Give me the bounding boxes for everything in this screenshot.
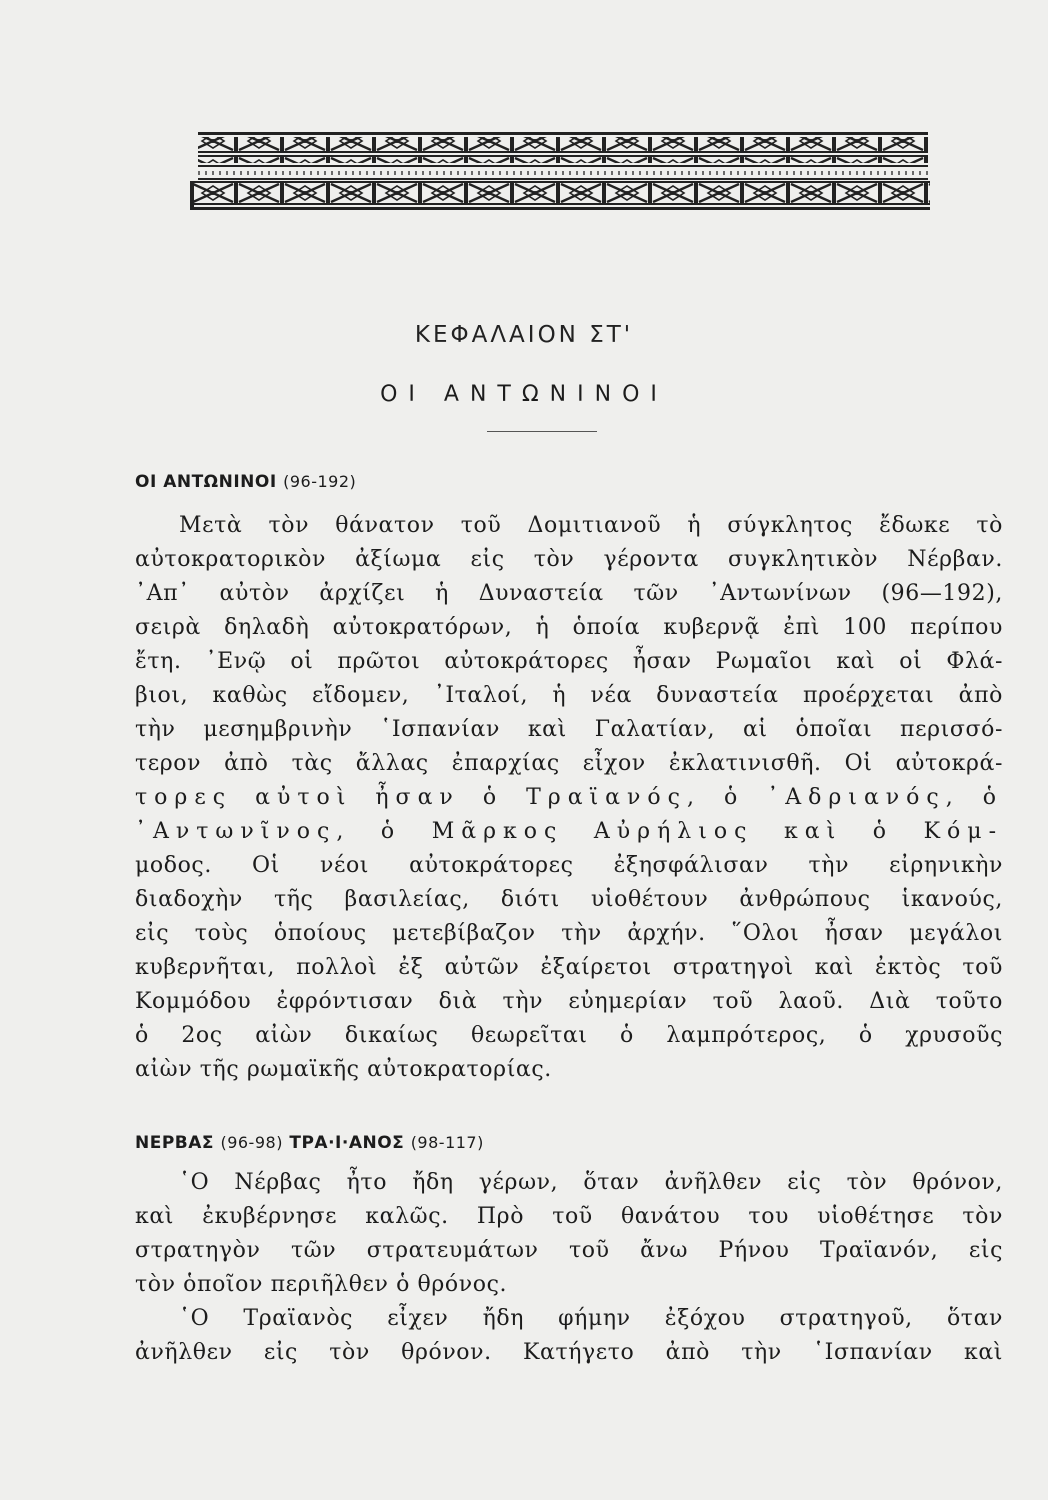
section-heading-years: (98-117) [410, 1133, 484, 1152]
text-line: Μετὰ τὸν θάνατον τοῦ Δομιτιανοῦ ἡ σύγκλητος ἔδωκε τὸ [179, 513, 1003, 538]
text-line: ὁ 2ος αἰὼν δικαίως θεωρεῖται ὁ λαμπρότερος, ὁ χρυσοῦς [135, 1023, 1003, 1048]
section-heading-years: (96-192) [283, 472, 357, 491]
text-line: αἰὼν τῆς ρωμαϊκῆς αὐτοκρατορίας. [135, 1057, 552, 1082]
text-line: τὸν ὁποῖον περιῆλθεν ὁ θρόνος. [135, 1272, 508, 1297]
text-line: τὴν μεσημβρινὴν ῾Ισπανίαν καὶ Γαλατίαν, αἱ ὁποῖαι περισσό- [135, 717, 1003, 742]
text-line: διαδοχὴν τῆς βασιλείας, διότι υἱοθέτουν ἀνθρώπους ἱκανούς, [135, 887, 1003, 912]
text-line: στρατηγὸν τῶν στρατευμάτων τοῦ ἄνω Ρήνου Τραϊανόν, εἰς [135, 1238, 1003, 1263]
title-divider [487, 431, 597, 432]
chapter-heading: ΚΕΦΑΛΑΙΟΝ ΣΤ' [414, 322, 634, 348]
text-line: καὶ ἐκυβέρνησε καλῶς. Πρὸ τοῦ θανάτου του υἱοθέτησε τὸν [135, 1204, 1003, 1229]
text-line: αὐτοκρατορικὸν ἀξίωμα εἰς τὸν γέροντα συγκλητικὸν Νέρβαν. [135, 547, 1003, 572]
text-line: ῾Ο Τραϊανὸς εἶχεν ἤδη φήμην ἐξόχου στρατηγοῦ, ὅταν [179, 1306, 1003, 1331]
text-line: τορες αὐτοὶ ἦσαν ὁ Τραϊανός, ὁ ᾿Αδριανός, ὁ [135, 785, 1003, 810]
text-line: εἰς τοὺς ὁποίους μετεβίβαζον τὴν ἀρχήν. ῞Ολοι ἦσαν μεγάλοι [135, 921, 1003, 946]
chapter-title: ΟΙ ΑΝΤΩΝΙΝΟΙ [380, 382, 668, 407]
section-heading-text: ΟΙ ΑΝΤΩΝΙΝΟΙ [135, 472, 277, 492]
section-heading-nerva-trajan [135, 1133, 484, 1153]
section-heading-years: (96-98) [220, 1133, 283, 1152]
text-line: Κομμόδου ἐφρόντισαν διὰ τὴν εὐημερίαν τοῦ λαοῦ. Διὰ τοῦτο [135, 989, 1003, 1014]
text-line: ἔτη. ᾿Ενῷ οἱ πρῶτοι αὐτοκράτορες ἦσαν Ρωμαῖοι καὶ οἱ Φλά- [135, 649, 1003, 674]
text-line: ἀνῆλθεν εἰς τὸν θρόνον. Κατήγετο ἀπὸ τὴν ῾Ισπανίαν καὶ [135, 1340, 1003, 1365]
section-heading-text: ΝΕΡΒΑΣ [135, 1133, 215, 1153]
ornamental-border-icon [190, 128, 935, 210]
text-line: κυβερνῆται, πολλοὶ ἐξ αὐτῶν ἐξαίρετοι στρατηγοὶ καὶ ἐκτὸς τοῦ [135, 955, 1003, 980]
text-line: τερον ἀπὸ τὰς ἄλλας ἐπαρχίας εἶχον ἐκλατινισθῆ. Οἱ αὐτοκρά- [135, 751, 1003, 776]
text-line: σειρὰ δηλαδὴ αὐτοκρατόρων, ἡ ὁποία κυβερνᾷ ἐπὶ 100 περίπου [135, 615, 1003, 640]
section-heading-text: ΤΡΑ·Ι·ΑΝΟΣ [289, 1133, 405, 1153]
text-line: βιοι, καθὼς εἴδομεν, ᾿Ιταλοί, ἡ νέα δυναστεία προέρχεται ἀπὸ [135, 683, 1003, 708]
text-line: μοδος. Οἱ νέοι αὐτοκράτορες ἐξησφάλισαν τὴν εἰρηνικὴν [135, 853, 1003, 878]
section-body-antonines [135, 509, 1003, 1087]
section-heading-antonines [135, 472, 356, 492]
text-line: ᾿Αντωνῖνος, ὁ Μᾶρκος Αὐρήλιος καὶ ὁ Κόμ- [135, 819, 1003, 844]
text-line: ᾿Απ᾿ αὐτὸν ἀρχίζει ἡ Δυναστεία τῶν ᾿Αντωνίνων (96—192), [135, 581, 1003, 606]
text-line: ῾Ο Νέρβας ἦτο ἤδη γέρων, ὅταν ἀνῆλθεν εἰς τὸν θρόνον, [179, 1170, 1003, 1195]
section-body-nerva-trajan [135, 1166, 1003, 1370]
